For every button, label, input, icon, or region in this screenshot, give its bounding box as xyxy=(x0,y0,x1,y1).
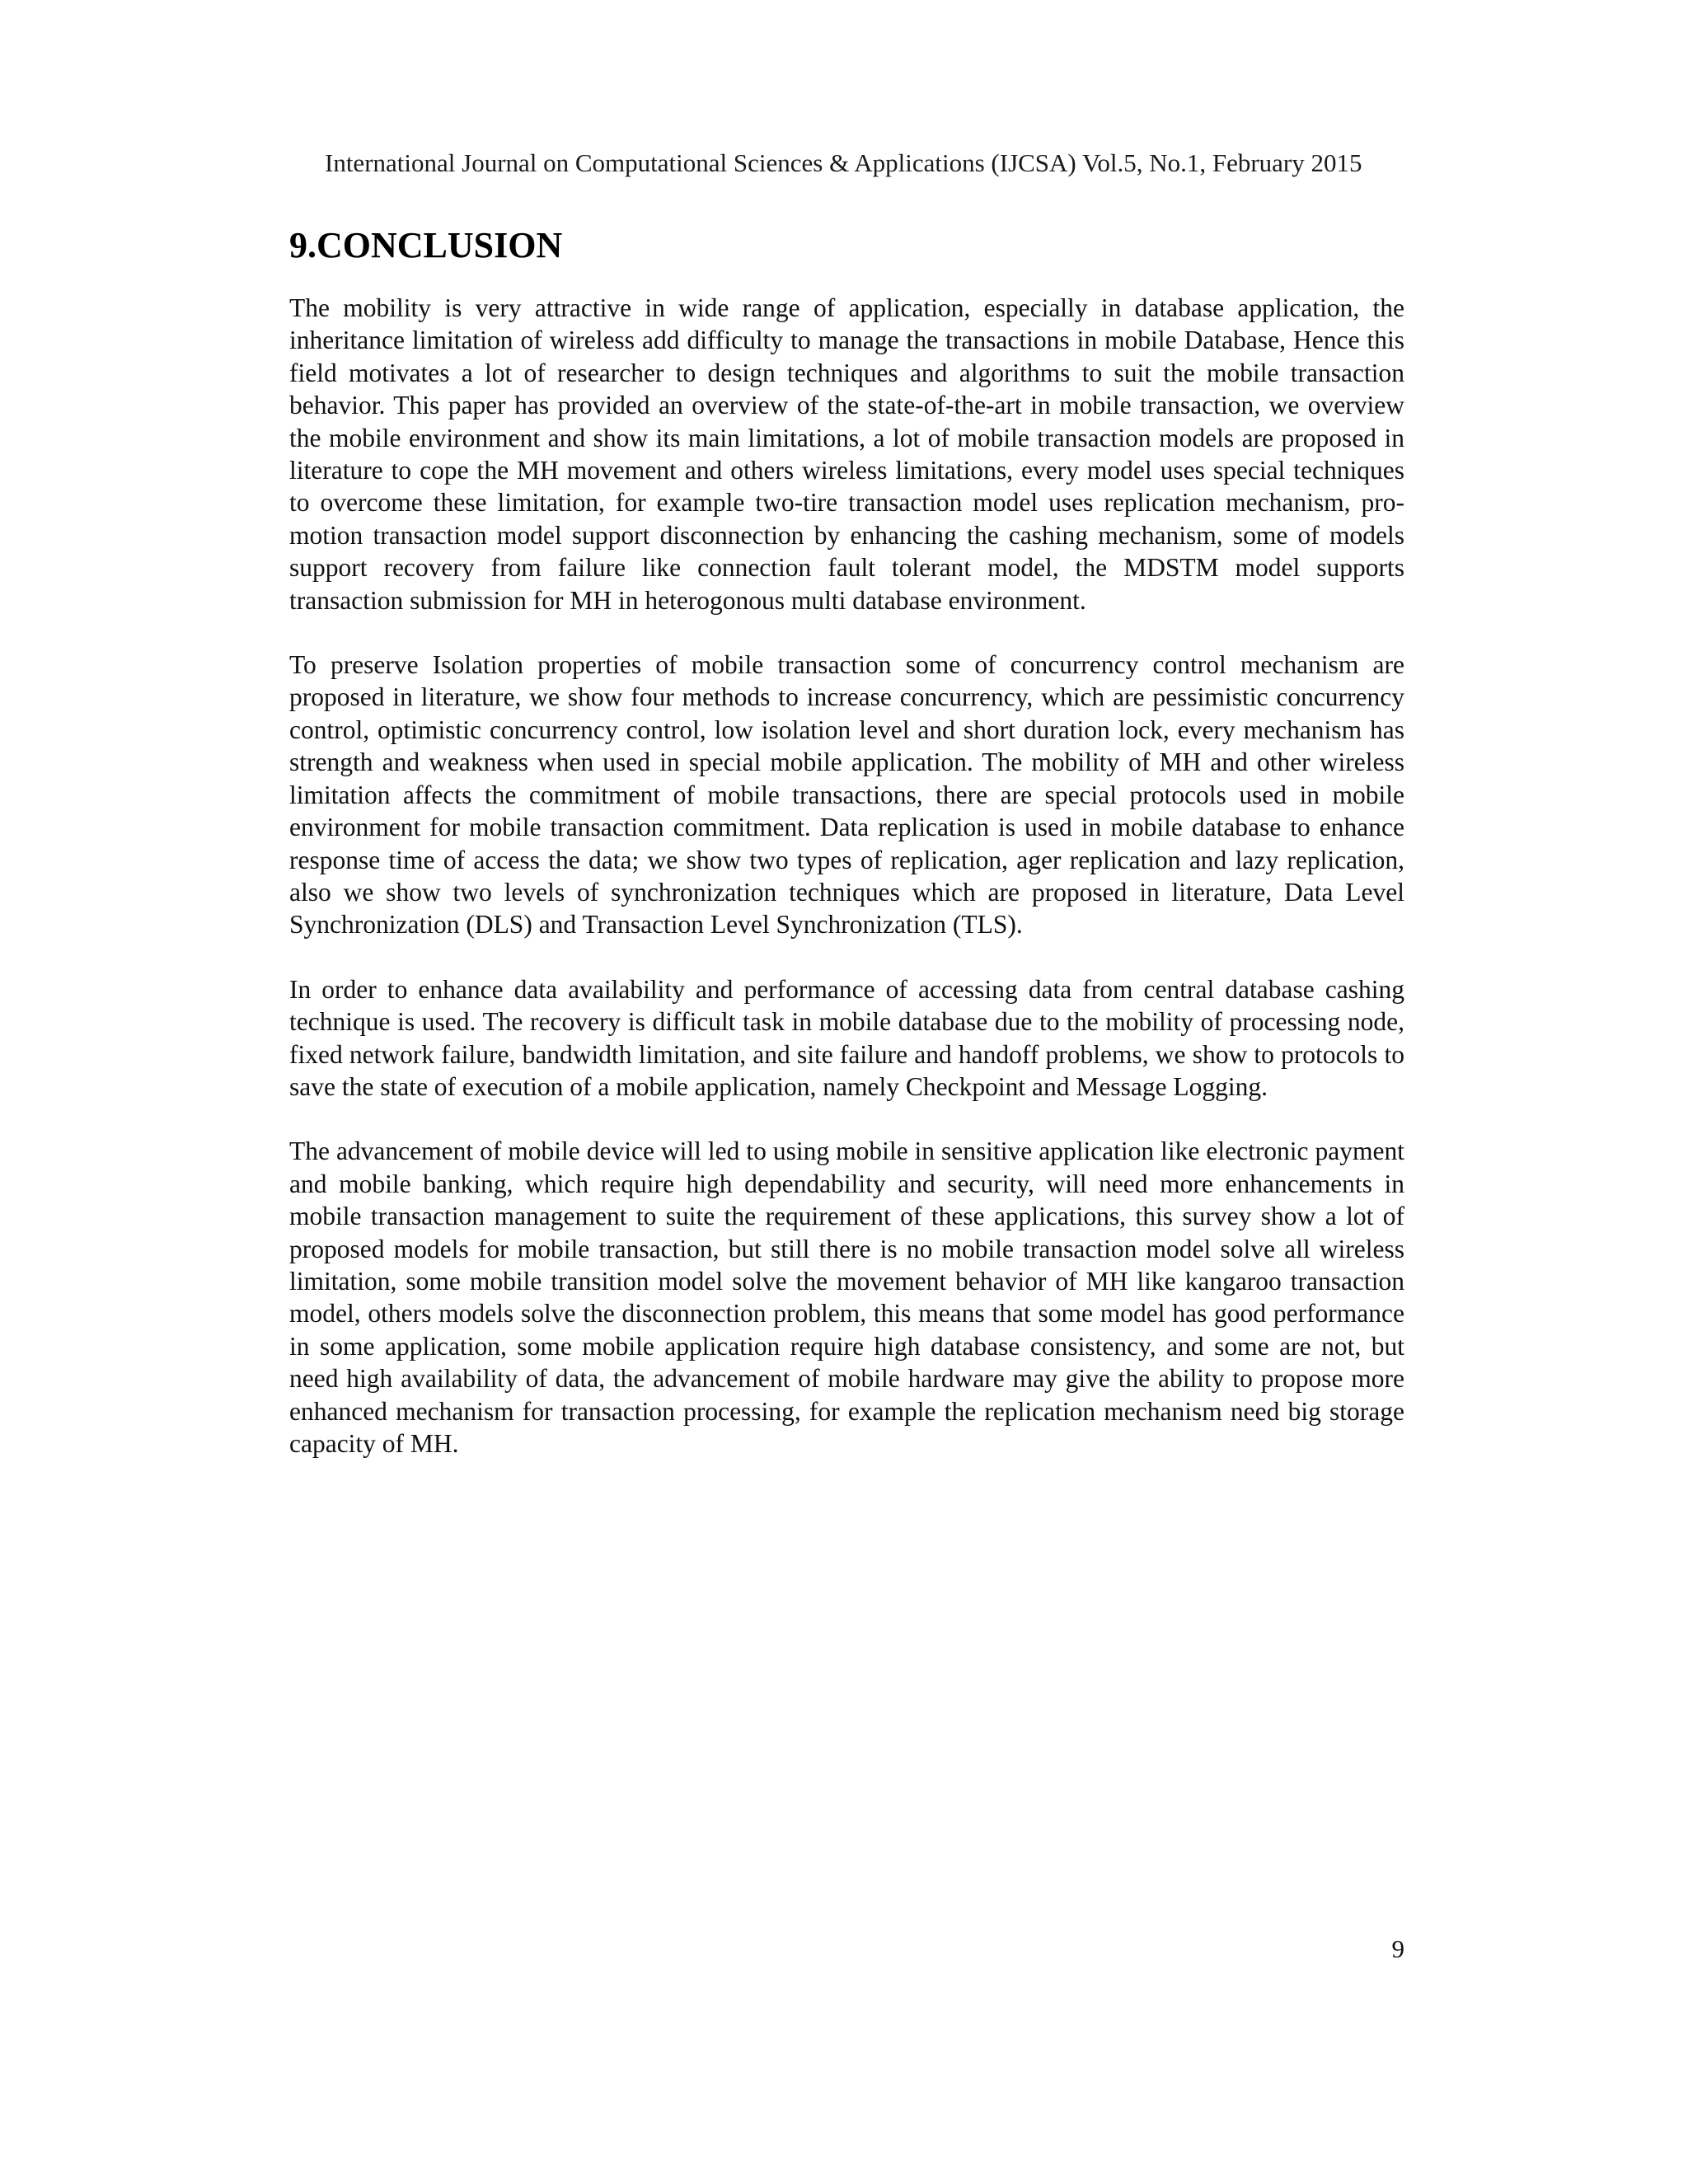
paragraph-data-availability: In order to enhance data availability and performance of accessing data from central database cashing technique is used. The recovery is difficult task in mobile database due to the mobility of processing node, fixed network failure, bandwidth limitation, and site failure and handoff problems, we show to protocols to save the state of execution of a mobile application, namely Checkpoint and Message Logging. xyxy=(289,974,1404,1101)
paragraph-concurrency-control: To preserve Isolation properties of mobile transaction some of concurrency control mechanism are proposed in literature, we show four methods to increase concurrency, which are pessimistic concurrency control, optimistic concurrency control, low isolation level and short duration lock, every mechanism has strength and weakness when used in special mobile application. The mobility of MH and other wireless limitation affects the commitment of mobile transactions, there are special protocols used in mobile environment for mobile transaction commitment. Data replication is used in mobile database to enhance response time of access the data; we show two types of replication, ager replication and lazy replication, also we show two levels of synchronization techniques which are proposed in literature, Data Level Synchronization (DLS) and Transaction Level Synchronization (TLS). xyxy=(289,650,1404,940)
section-heading: 9.CONCLUSION xyxy=(289,225,563,265)
page-number: 9 xyxy=(1391,1934,1404,1963)
paragraph-future-advancement: The advancement of mobile device will led to using mobile in sensitive application like electronic payment and mobile banking, which require high dependability and security, will need more enhancements in mobile transaction management to suite the requirement of these applications, this survey show a lot of proposed models for mobile transaction, but still there is no mobile transaction model solve all wireless limitation, some mobile transition model solve the movement behavior of MH like kangaroo transaction model, others models solve the disconnection problem, this means that some model has good performance in some application, some mobile application require high database consistency, and some are not, but need high availability of data, the advancement of mobile hardware may give the ability to propose more enhanced mechanism for transaction processing, for example the replication mechanism need big storage capacity of MH. xyxy=(289,1137,1404,1458)
running-header: International Journal on Computational Sciences & Applications (IJCSA) Vol.5, No.1, February 2015 xyxy=(325,148,1362,177)
paragraph-mobility-overview: The mobility is very attractive in wide range of application, especially in database application, the inheritance limitation of wireless add difficulty to manage the transactions in mobile Database, Hence this field motivates a lot of researcher to design techniques and algorithms to suit the mobile transaction behavior. This paper has provided an overview of the state-of-the-art in mobile transaction, we overview the mobile environment and show its main limitations, a lot of mobile transaction models are proposed in literature to cope the MH movement and others wireless limitations, every model uses special techniques to overcome these limitation, for example two-tire transaction model uses replication mechanism, pro-motion transaction model support disconnection by enhancing the cashing mechanism, some of models support recovery from failure like connection fault tolerant model, the MDSTM model supports transaction submission for MH in heterogonous multi database environment. xyxy=(289,293,1404,615)
conclusion-section xyxy=(289,223,1404,1492)
